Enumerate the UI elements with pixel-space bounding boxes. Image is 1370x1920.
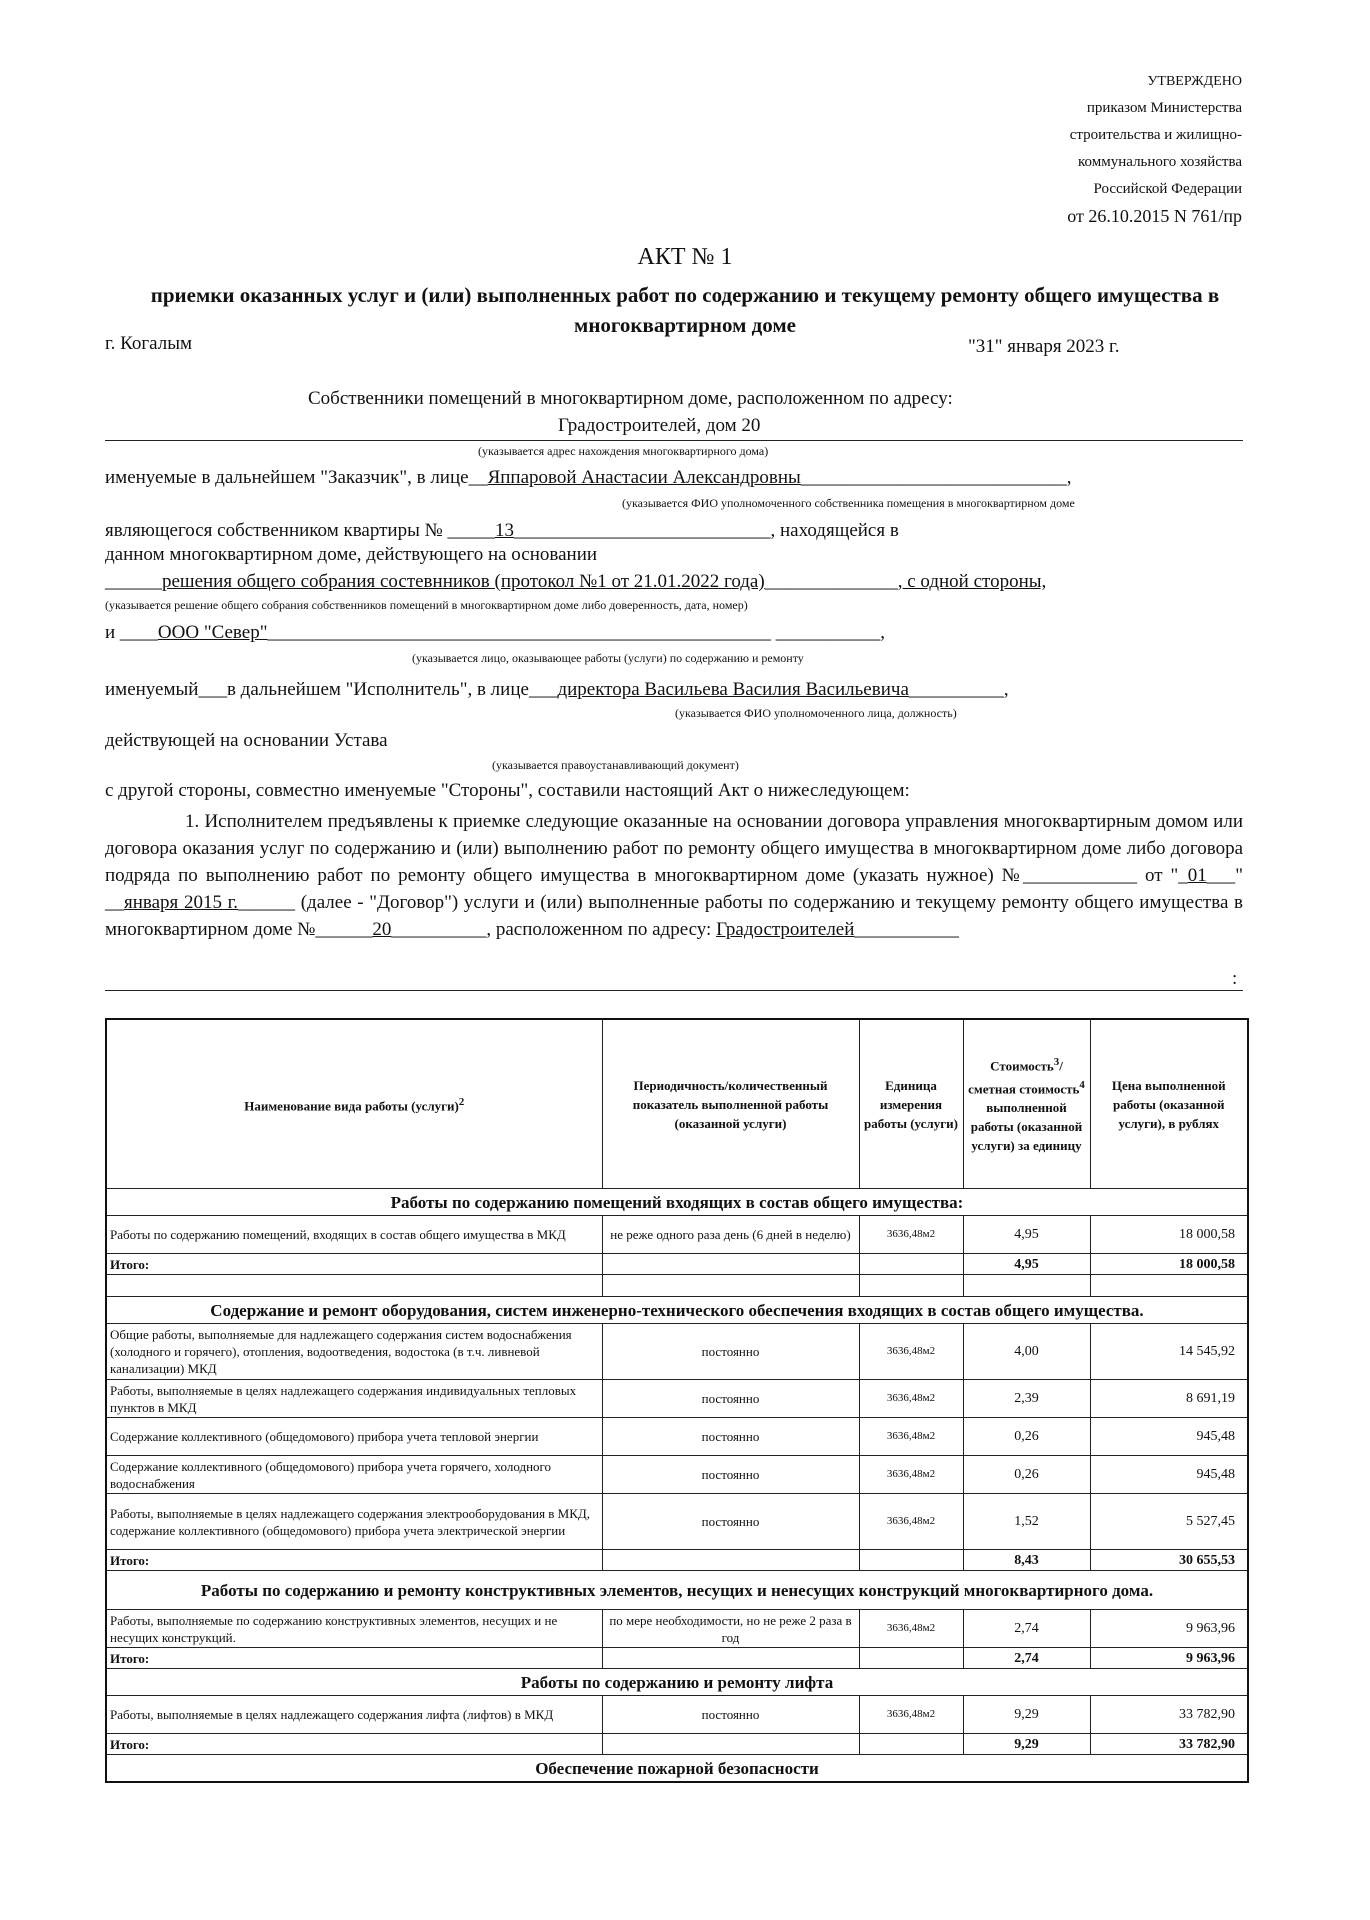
section-row — [106, 1189, 1248, 1216]
header-unit: Единица измерения работы (услуги) — [859, 1019, 963, 1189]
table-row — [106, 1418, 1248, 1456]
apartment-suffix: , находящейся в — [770, 520, 899, 541]
approval-line: коммунального хозяйства — [1078, 154, 1242, 170]
act-subtitle: приемки оказанных услуг и (или) выполненных работ по содержанию и текущему ремонту общего имущества в многоквартирном доме — [150, 283, 1220, 337]
total-label: Итого: — [106, 1254, 602, 1275]
work-cost: 2,74 — [963, 1610, 1090, 1648]
spacer-row — [106, 1275, 1248, 1297]
clause-1-text: 1. Исполнителем предъявлены к приемке следующие оказанные на основании договора управления многоквартирным домом или договора оказания услуг по содержанию и (или) выполнению работ по ремонту общего имущества в многоквартирном доме либо договора подряда по выполнению работ по ремонту общего имущества в многоквартирном доме (указать нужное) № — [105, 811, 1243, 886]
executor-line: именуемый___в дальнейшем "Исполнитель", в лице___директора Васильева Василия Васильевича__________, — [105, 679, 1009, 700]
work-name: Содержание коллективного (общедомового) прибора учета горячего, холодного водоснабжения — [106, 1456, 602, 1494]
table-row — [106, 1696, 1248, 1734]
basis-suffix: , с одной стороны, — [897, 571, 1047, 592]
house-number: 20 — [372, 919, 392, 940]
contract-month-year: января 2015 г. — [124, 892, 239, 913]
work-cost: 0,26 — [963, 1456, 1090, 1494]
work-period: постоянно — [602, 1324, 859, 1380]
header-cost: Стоимость$^3$/сметная стоимость$^4$ выполненной работы (оказанной услуги) за единицу — [963, 1019, 1090, 1189]
total-row — [106, 1550, 1248, 1571]
works-table — [105, 1018, 1249, 1783]
basis-line: данном многоквартирном доме, действующего на основании — [105, 544, 598, 565]
header-work-name: Наименование вида работы (услуги)$^2$ — [106, 1019, 602, 1189]
work-name: Работы по содержанию помещений, входящих в состав общего имущества в МКД — [106, 1216, 602, 1254]
work-price: 33 782,90 — [1090, 1696, 1248, 1734]
charter: действующей на основании Устава — [105, 730, 388, 751]
work-cost: 0,26 — [963, 1418, 1090, 1456]
work-cost: 9,29 — [963, 1696, 1090, 1734]
basis-hint: (указывается решение общего собрания собственников помещений в многоквартирном доме либо доверенность, дата, номер) — [105, 598, 748, 612]
work-period: постоянно — [602, 1418, 859, 1456]
total-price: 33 782,90 — [1090, 1734, 1248, 1755]
section-title: Работы по содержанию и ремонту лифта — [106, 1669, 1248, 1696]
total-row — [106, 1254, 1248, 1275]
address-rule — [105, 440, 1243, 441]
work-name: Работы, выполняемые в целях надлежащего содержания лифта (лифтов) в МКД — [106, 1696, 602, 1734]
work-period: постоянно — [602, 1696, 859, 1734]
work-unit: 3636,48м2 — [859, 1494, 963, 1550]
colon: : — [1232, 968, 1238, 989]
table-row — [106, 1216, 1248, 1254]
parties-line: с другой стороны, совместно именуемые "Стороны", составили настоящий Акт о нижеследующем: — [105, 780, 910, 801]
city: г. Когалым — [105, 333, 193, 354]
address-hint: (указывается адрес нахождения многоквартирного дома) — [478, 444, 769, 458]
work-name: Работы, выполняемые по содержанию конструктивных элементов, несущих и не несущих конструкций. — [106, 1610, 602, 1648]
table-header-row — [106, 1019, 1248, 1189]
work-unit: 3636,48м2 — [859, 1380, 963, 1418]
table-row — [106, 1380, 1248, 1418]
table-row — [106, 1324, 1248, 1380]
table-row — [106, 1456, 1248, 1494]
contractor-line: и ____ООО "Север"_____________________________________________________ ___________, — [105, 622, 885, 643]
executor-prefix: именуемый — [105, 679, 199, 700]
approval-line: приказом Министерства — [1086, 100, 1242, 116]
work-price: 5 527,45 — [1090, 1494, 1248, 1550]
act-title: АКТ № 1 — [637, 244, 733, 270]
street-name: Градостроителей — [716, 919, 855, 940]
total-row — [106, 1648, 1248, 1669]
section-row — [106, 1669, 1248, 1696]
work-unit: 3636,48м2 — [859, 1610, 963, 1648]
work-name: Общие работы, выполняемые для надлежащего содержания систем водоснабжения (холодного и горячего), отопления, водоотведения, водостока (в т.ч. ливневой канализации) МКД — [106, 1324, 602, 1380]
total-label: Итого: — [106, 1550, 602, 1571]
approval-line: УТВЕРЖДЕНО — [1147, 74, 1242, 89]
section-title: Содержание и ремонт оборудования, систем инженерно-технического обеспечения входящих в состав общего имущества. — [106, 1297, 1248, 1324]
customer-name: Яппаровой Анастасии Александровны — [487, 467, 801, 488]
table-row — [106, 1610, 1248, 1648]
owners-intro: Собственники помещений в многоквартирном доме, расположенном по адресу: — [308, 388, 953, 409]
total-row — [106, 1734, 1248, 1755]
contractor-hint: (указывается лицо, оказывающее работы (услуги) по содержанию и ремонту — [412, 651, 804, 665]
section-title: Работы по содержанию помещений входящих в состав общего имущества: — [106, 1189, 1248, 1216]
total-cost: 2,74 — [963, 1648, 1090, 1669]
work-unit: 3636,48м2 — [859, 1456, 963, 1494]
basis-row: ______решения общего собрания состевнников (протокол №1 от 21.01.2022 года)______________, с одной стороны, — [105, 571, 1047, 592]
work-period: не реже одного раза день (6 дней в неделю) — [602, 1216, 859, 1254]
approval-line: строительства и жилищно- — [1069, 127, 1242, 143]
customer-line: именуемые в дальнейшем "Заказчик", в лице__Яппаровой Анастасии Александровны____________________________, — [105, 467, 1072, 488]
work-cost: 2,39 — [963, 1380, 1090, 1418]
customer-prefix: именуемые в дальнейшем "Заказчик", в лице — [105, 467, 469, 488]
work-price: 8 691,19 — [1090, 1380, 1248, 1418]
total-label: Итого: — [106, 1648, 602, 1669]
section-row — [106, 1297, 1248, 1324]
work-period: постоянно — [602, 1494, 859, 1550]
work-period: постоянно — [602, 1456, 859, 1494]
act-date: "31" января 2023 г. — [968, 336, 1120, 357]
header-price: Цена выполненной работы (оказанной услуги), в рублях — [1090, 1019, 1248, 1189]
section-row — [106, 1755, 1248, 1783]
executor-mid: в дальнейшем "Исполнитель", в лице — [226, 679, 529, 700]
work-cost: 4,95 — [963, 1216, 1090, 1254]
work-cost: 4,00 — [963, 1324, 1090, 1380]
approval-line: Российской Федерации — [1093, 181, 1242, 197]
work-price: 9 963,96 — [1090, 1610, 1248, 1648]
work-price: 18 000,58 — [1090, 1216, 1248, 1254]
contractor-name: ООО "Север" — [157, 622, 268, 643]
header-periodicity: Периодичность/количественный показатель выполненной работы (оказанной услуги) — [602, 1019, 859, 1189]
work-period: по мере необходимости, но не реже 2 раза в год — [602, 1610, 859, 1648]
total-cost: 8,43 — [963, 1550, 1090, 1571]
contract-day: 01 — [1187, 865, 1207, 886]
table-row — [106, 1494, 1248, 1550]
customer-hint: (указывается ФИО уполномоченного собственника помещения в многоквартирном доме — [622, 496, 1075, 510]
executor-hint: (указывается ФИО уполномоченного лица, должность) — [675, 706, 957, 720]
apartment-number: 13 — [494, 520, 514, 541]
section-title: Обеспечение пожарной безопасности — [106, 1755, 1248, 1783]
apartment-line: являющегося собственником квартиры № _____13___________________________, находящейся в — [105, 520, 899, 541]
executor-name: директора Васильева Василия Васильевича — [557, 679, 909, 700]
approval-order: от 26.10.2015 N 761/пр — [1067, 206, 1242, 226]
contractor-prefix: и — [105, 622, 116, 643]
work-name: Работы, выполняемые в целях надлежащего содержания электрооборудования в МКД, содержание коллективного (общедомового) прибора учета электрической энергии — [106, 1494, 602, 1550]
basis-text: решения общего собрания состевнников (протокол №1 от 21.01.2022 года) — [162, 571, 765, 592]
approval-block — [1002, 68, 1242, 230]
work-unit: 3636,48м2 — [859, 1418, 963, 1456]
work-unit: 3636,48м2 — [859, 1216, 963, 1254]
total-cost: 9,29 — [963, 1734, 1090, 1755]
work-cost: 1,52 — [963, 1494, 1090, 1550]
charter-hint: (указывается правоустанавливающий документ) — [492, 758, 739, 772]
total-label: Итого: — [106, 1734, 602, 1755]
section-row — [106, 1571, 1248, 1610]
clause-1: 1. Исполнителем предъявлены к приемке следующие оказанные на основании договора управления многоквартирным домом или договора оказания услуг по содержанию и (или) выполнению работ по ремонту общего имущества в многоквартирном доме либо договора подряда по выполнению работ по ремонту общего имущества в многоквартирном доме (указать нужное) №____________ от "_01___" __января 2015 г.______ (далее - "Договор") услуги и (или) выполненные работы по содержанию и текущему ремонту общего имущества в многоквартирном доме №______20__________, расположенном по адресу: Градостроителей___________ — [105, 811, 1244, 940]
work-name: Содержание коллективного (общедомового) прибора учета тепловой энергии — [106, 1418, 602, 1456]
total-price: 9 963,96 — [1090, 1648, 1248, 1669]
apartment-prefix: являющегося собственником квартиры № — [105, 520, 443, 541]
total-cost: 4,95 — [963, 1254, 1090, 1275]
house-address: Градостроителей, дом 20 — [558, 415, 761, 436]
work-price: 945,48 — [1090, 1456, 1248, 1494]
total-price: 30 655,53 — [1090, 1550, 1248, 1571]
address-rule-2 — [105, 990, 1243, 991]
work-period: постоянно — [602, 1380, 859, 1418]
work-unit: 3636,48м2 — [859, 1696, 963, 1734]
work-unit: 3636,48м2 — [859, 1324, 963, 1380]
total-price: 18 000,58 — [1090, 1254, 1248, 1275]
section-title: Работы по содержанию и ремонту конструктивных элементов, несущих и ненесущих конструкций многоквартирного дома. — [106, 1571, 1248, 1610]
work-name: Работы, выполняемые в целях надлежащего содержания индивидуальных тепловых пунктов в МКД — [106, 1380, 602, 1418]
work-price: 945,48 — [1090, 1418, 1248, 1456]
work-price: 14 545,92 — [1090, 1324, 1248, 1380]
